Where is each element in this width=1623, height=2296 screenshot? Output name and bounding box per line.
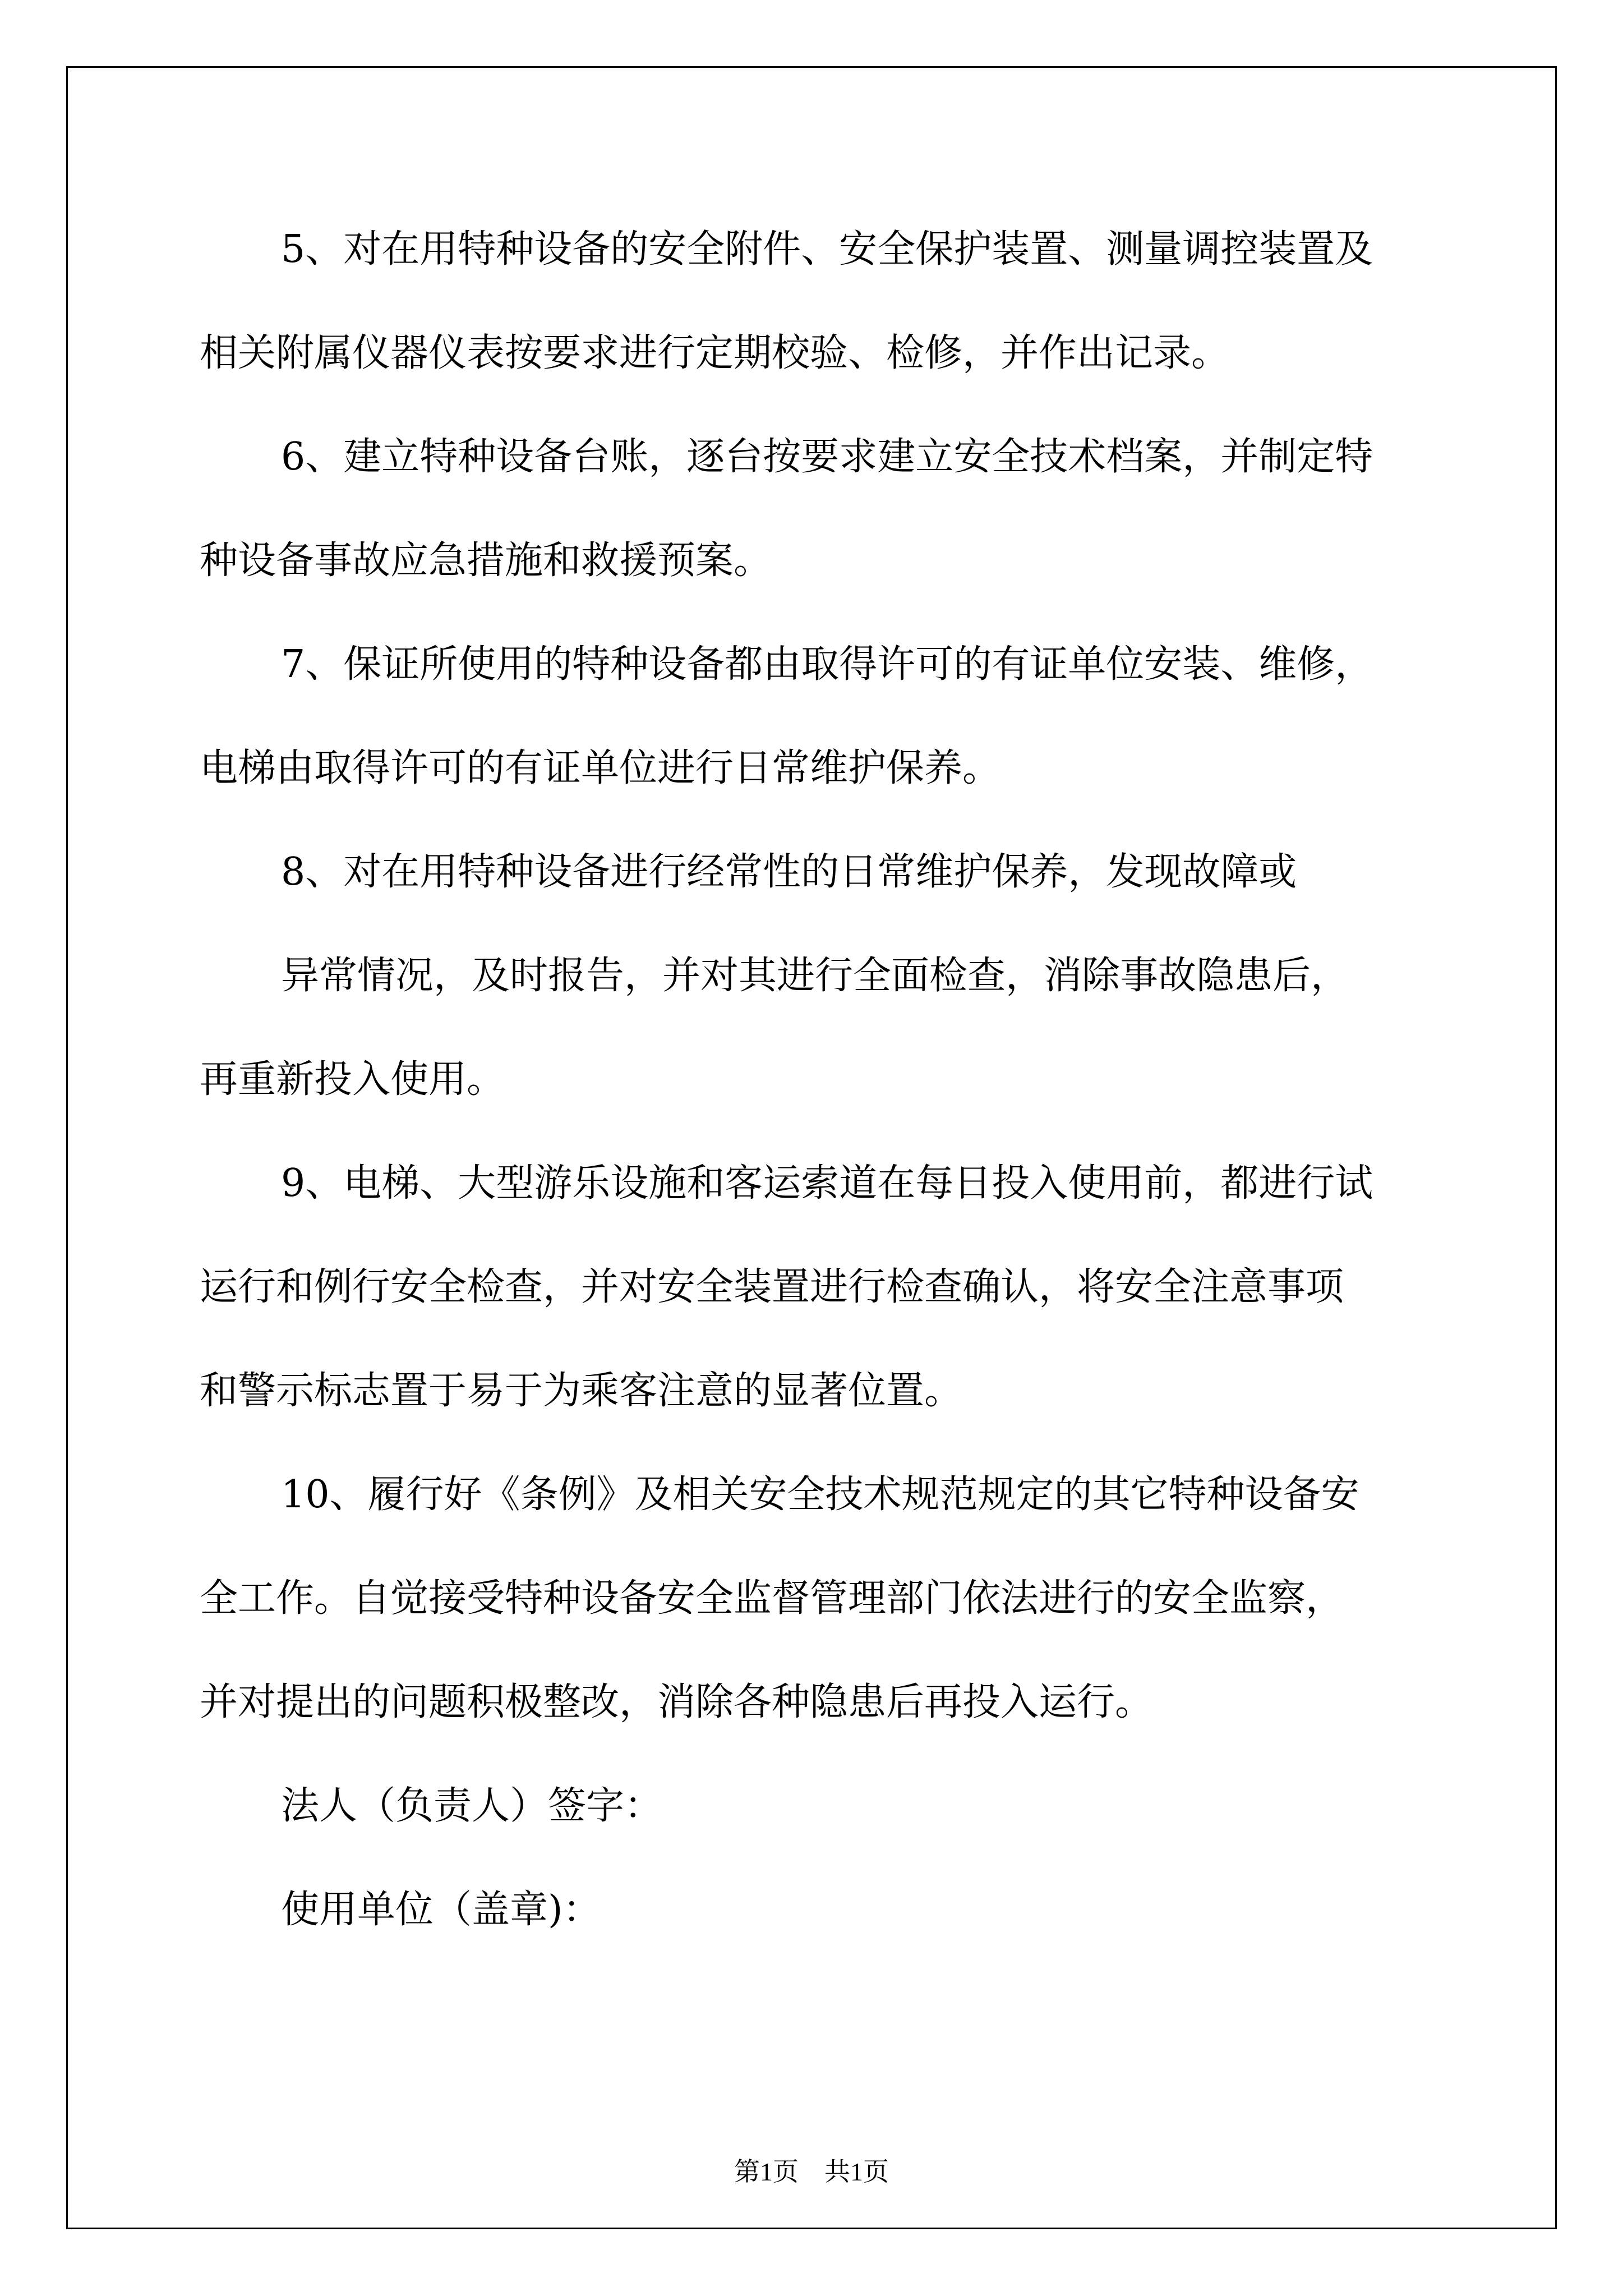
seal-line: 使用单位（盖章)： <box>281 1888 601 1932</box>
paragraph-8-line-2: 异常情况，及时报告，并对其进行全面检查，消除事故隐患后， <box>281 954 1349 998</box>
paragraph-10-line-3: 并对提出的问题积极整改，消除各种隐患后再投入运行。 <box>200 1680 1154 1724</box>
paragraph-6-line-1: 6、建立特种设备台账，逐台按要求建立安全技术档案，并制定特 <box>281 435 1373 479</box>
paragraph-8-line-1: 8、对在用特种设备进行经常性的日常维护保养，发现故障或 <box>281 850 1297 894</box>
paragraph-6-line-2: 种设备事故应急措施和救援预案。 <box>200 539 772 583</box>
paragraph-9-line-2: 运行和例行安全检查，并对安全装置进行检查确认，将安全注意事项 <box>200 1265 1344 1309</box>
paragraph-7-line-1: 7、保证所使用的特种设备都由取得许可的有证单位安装、维修， <box>281 642 1373 687</box>
paragraph-9-line-1: 9、电梯、大型游乐设施和客运索道在每日投入使用前，都进行试 <box>281 1161 1373 1205</box>
paragraph-8-line-3: 再重新投入使用。 <box>200 1057 505 1102</box>
paragraph-5-line-1: 5、对在用特种设备的安全附件、安全保护装置、测量调控装置及 <box>281 227 1373 272</box>
paragraph-9-line-3: 和警示标志置于易于为乘客注意的显著位置。 <box>200 1369 963 1413</box>
signature-line: 法人（负责人）签字： <box>281 1784 663 1828</box>
paragraph-10-line-2: 全工作。自觉接受特种设备安全监督管理部门依法进行的安全监察， <box>200 1576 1344 1621</box>
paragraph-7-line-2: 电梯由取得许可的有证单位进行日常维护保养。 <box>200 746 1001 790</box>
paragraph-10-line-1: 10、履行好《条例》及相关安全技术规范规定的其它特种设备安 <box>281 1473 1359 1517</box>
paragraph-5-line-2: 相关附属仪器仪表按要求进行定期校验、检修，并作出记录。 <box>200 331 1230 375</box>
page-footer: 第1页 共1页 <box>734 2157 889 2186</box>
